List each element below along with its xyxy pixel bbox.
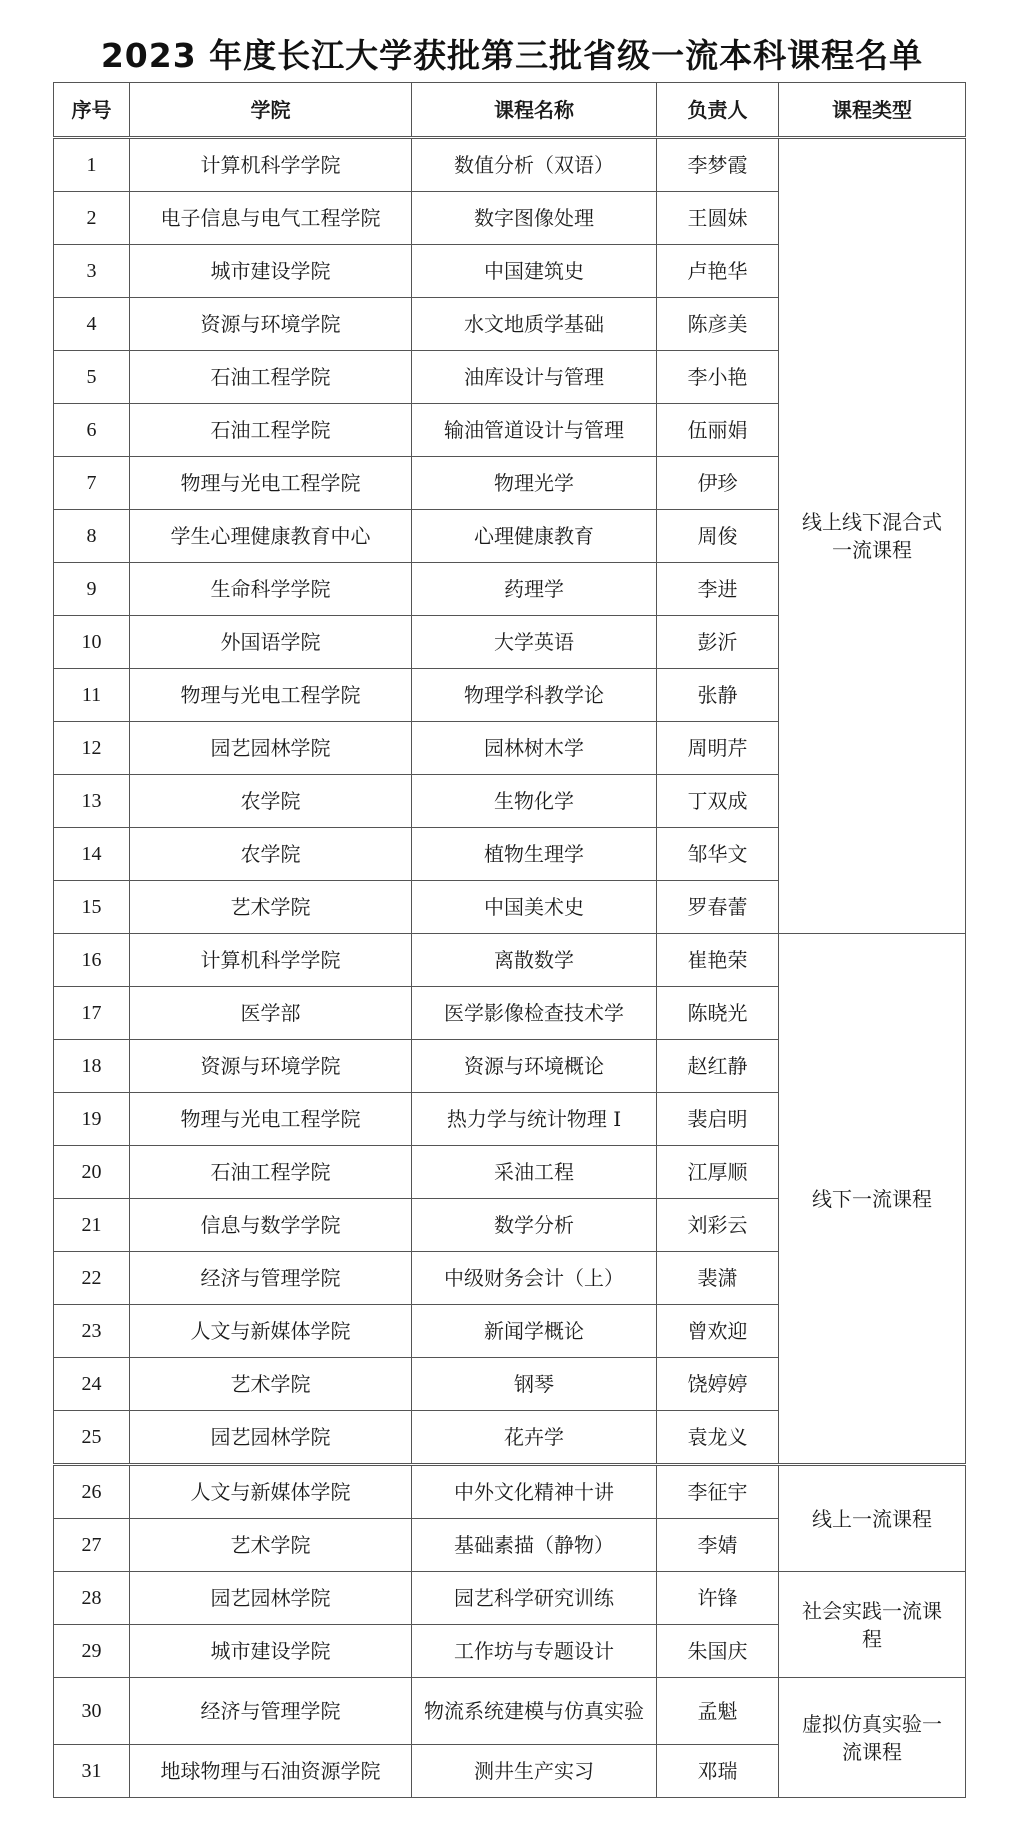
- row-course-name: 输油管道设计与管理: [412, 404, 657, 457]
- row-lead: 陈彦美: [657, 298, 779, 351]
- row-lead: 江厚顺: [657, 1146, 779, 1199]
- course-type-cell: 线上线下混合式一流课程: [779, 138, 966, 934]
- row-course-name: 中外文化精神十讲: [412, 1465, 657, 1519]
- row-course-name: 花卉学: [412, 1411, 657, 1465]
- row-course-name: 资源与环境概论: [412, 1040, 657, 1093]
- row-college: 艺术学院: [130, 1358, 412, 1411]
- row-number: 24: [54, 1358, 130, 1411]
- column-header-course: 课程名称: [412, 83, 657, 138]
- row-number: 18: [54, 1040, 130, 1093]
- row-number: 7: [54, 457, 130, 510]
- row-number: 26: [54, 1465, 130, 1519]
- row-course-name: 园林树木学: [412, 722, 657, 775]
- row-course-name: 测井生产实习: [412, 1745, 657, 1798]
- row-lead: 赵红静: [657, 1040, 779, 1093]
- row-college: 计算机科学学院: [130, 138, 412, 192]
- row-number: 20: [54, 1146, 130, 1199]
- row-college: 城市建设学院: [130, 1625, 412, 1678]
- row-lead: 李进: [657, 563, 779, 616]
- row-lead: 孟魁: [657, 1678, 779, 1745]
- row-number: 31: [54, 1745, 130, 1798]
- row-course-name: 中国美术史: [412, 881, 657, 934]
- row-college: 物理与光电工程学院: [130, 669, 412, 722]
- row-lead: 彭沂: [657, 616, 779, 669]
- row-number: 27: [54, 1519, 130, 1572]
- row-number: 30: [54, 1678, 130, 1745]
- column-header-type: 课程类型: [779, 83, 966, 138]
- row-number: 19: [54, 1093, 130, 1146]
- table-body: [54, 138, 966, 1798]
- row-college: 经济与管理学院: [130, 1678, 412, 1745]
- column-header-number: 序号: [54, 83, 130, 138]
- row-college: 石油工程学院: [130, 404, 412, 457]
- row-lead: 张静: [657, 669, 779, 722]
- row-lead: 崔艳荣: [657, 934, 779, 987]
- row-college: 电子信息与电气工程学院: [130, 192, 412, 245]
- row-college: 经济与管理学院: [130, 1252, 412, 1305]
- row-college: 艺术学院: [130, 881, 412, 934]
- row-lead: 曾欢迎: [657, 1305, 779, 1358]
- row-lead: 李婧: [657, 1519, 779, 1572]
- row-college: 园艺园林学院: [130, 1411, 412, 1465]
- row-college: 资源与环境学院: [130, 1040, 412, 1093]
- row-college: 人文与新媒体学院: [130, 1305, 412, 1358]
- row-college: 计算机科学学院: [130, 934, 412, 987]
- row-course-name: 工作坊与专题设计: [412, 1625, 657, 1678]
- row-college: 石油工程学院: [130, 1146, 412, 1199]
- row-lead: 丁双成: [657, 775, 779, 828]
- row-course-name: 采油工程: [412, 1146, 657, 1199]
- row-college: 地球物理与石油资源学院: [130, 1745, 412, 1798]
- row-college: 园艺园林学院: [130, 1572, 412, 1625]
- row-lead: 刘彩云: [657, 1199, 779, 1252]
- row-number: 16: [54, 934, 130, 987]
- row-course-name: 药理学: [412, 563, 657, 616]
- row-number: 2: [54, 192, 130, 245]
- row-course-name: 数值分析（双语）: [412, 138, 657, 192]
- row-college: 学生心理健康教育中心: [130, 510, 412, 563]
- table-row: [54, 1572, 966, 1625]
- row-lead: 陈晓光: [657, 987, 779, 1040]
- row-lead: 袁龙义: [657, 1411, 779, 1465]
- row-lead: 许锋: [657, 1572, 779, 1625]
- row-course-name: 医学影像检查技术学: [412, 987, 657, 1040]
- row-number: 9: [54, 563, 130, 616]
- row-course-name: 数学分析: [412, 1199, 657, 1252]
- row-lead: 卢艳华: [657, 245, 779, 298]
- row-college: 外国语学院: [130, 616, 412, 669]
- row-college: 医学部: [130, 987, 412, 1040]
- table-row: [54, 1465, 966, 1519]
- row-number: 10: [54, 616, 130, 669]
- course-table: [53, 82, 966, 1798]
- table-row: [54, 1678, 966, 1745]
- row-lead: 伍丽娟: [657, 404, 779, 457]
- column-header-college: 学院: [130, 83, 412, 138]
- row-course-name: 离散数学: [412, 934, 657, 987]
- row-lead: 裴启明: [657, 1093, 779, 1146]
- table-row: [54, 138, 966, 192]
- row-number: 6: [54, 404, 130, 457]
- row-number: 8: [54, 510, 130, 563]
- row-lead: 裴潇: [657, 1252, 779, 1305]
- row-number: 28: [54, 1572, 130, 1625]
- row-number: 5: [54, 351, 130, 404]
- row-lead: 邹华文: [657, 828, 779, 881]
- row-number: 25: [54, 1411, 130, 1465]
- row-lead: 李征宇: [657, 1465, 779, 1519]
- course-type-cell: 线上一流课程: [779, 1465, 966, 1572]
- row-lead: 周明芹: [657, 722, 779, 775]
- row-lead: 邓瑞: [657, 1745, 779, 1798]
- row-course-name: 心理健康教育: [412, 510, 657, 563]
- row-college: 人文与新媒体学院: [130, 1465, 412, 1519]
- row-course-name: 物理光学: [412, 457, 657, 510]
- row-lead: 朱国庆: [657, 1625, 779, 1678]
- course-type-cell: 虚拟仿真实验一流课程: [779, 1678, 966, 1798]
- column-header-lead: 负责人: [657, 83, 779, 138]
- row-number: 3: [54, 245, 130, 298]
- row-course-name: 水文地质学基础: [412, 298, 657, 351]
- row-number: 29: [54, 1625, 130, 1678]
- row-course-name: 中级财务会计（上）: [412, 1252, 657, 1305]
- table-header-row: [54, 83, 966, 138]
- row-number: 22: [54, 1252, 130, 1305]
- row-number: 12: [54, 722, 130, 775]
- row-college: 物理与光电工程学院: [130, 457, 412, 510]
- row-number: 23: [54, 1305, 130, 1358]
- row-lead: 李小艳: [657, 351, 779, 404]
- row-course-name: 中国建筑史: [412, 245, 657, 298]
- table-row: [54, 934, 966, 987]
- row-college: 信息与数学学院: [130, 1199, 412, 1252]
- row-number: 11: [54, 669, 130, 722]
- row-college: 物理与光电工程学院: [130, 1093, 412, 1146]
- row-lead: 饶婷婷: [657, 1358, 779, 1411]
- row-lead: 李梦霞: [657, 138, 779, 192]
- row-number: 15: [54, 881, 130, 934]
- row-college: 城市建设学院: [130, 245, 412, 298]
- row-course-name: 油库设计与管理: [412, 351, 657, 404]
- row-number: 14: [54, 828, 130, 881]
- row-college: 石油工程学院: [130, 351, 412, 404]
- row-college: 资源与环境学院: [130, 298, 412, 351]
- row-college: 园艺园林学院: [130, 722, 412, 775]
- row-number: 17: [54, 987, 130, 1040]
- course-type-cell: 线下一流课程: [779, 934, 966, 1465]
- row-lead: 王圆妹: [657, 192, 779, 245]
- row-number: 21: [54, 1199, 130, 1252]
- row-number: 1: [54, 138, 130, 192]
- page-title: 2023 年度长江大学获批第三批省级一流本科课程名单: [100, 36, 924, 75]
- row-college: 艺术学院: [130, 1519, 412, 1572]
- row-course-name: 大学英语: [412, 616, 657, 669]
- row-college: 生命科学学院: [130, 563, 412, 616]
- course-type-cell: 社会实践一流课程: [779, 1572, 966, 1678]
- row-course-name: 园艺科学研究训练: [412, 1572, 657, 1625]
- row-course-name: 基础素描（静物）: [412, 1519, 657, 1572]
- row-course-name: 物流系统建模与仿真实验: [412, 1678, 657, 1745]
- row-number: 13: [54, 775, 130, 828]
- row-course-name: 新闻学概论: [412, 1305, 657, 1358]
- row-course-name: 生物化学: [412, 775, 657, 828]
- row-number: 4: [54, 298, 130, 351]
- row-lead: 伊珍: [657, 457, 779, 510]
- row-college: 农学院: [130, 775, 412, 828]
- row-college: 农学院: [130, 828, 412, 881]
- row-lead: 周俊: [657, 510, 779, 563]
- row-course-name: 物理学科教学论: [412, 669, 657, 722]
- row-lead: 罗春蕾: [657, 881, 779, 934]
- row-course-name: 钢琴: [412, 1358, 657, 1411]
- row-course-name: 热力学与统计物理 I: [412, 1093, 657, 1146]
- row-course-name: 数字图像处理: [412, 192, 657, 245]
- row-course-name: 植物生理学: [412, 828, 657, 881]
